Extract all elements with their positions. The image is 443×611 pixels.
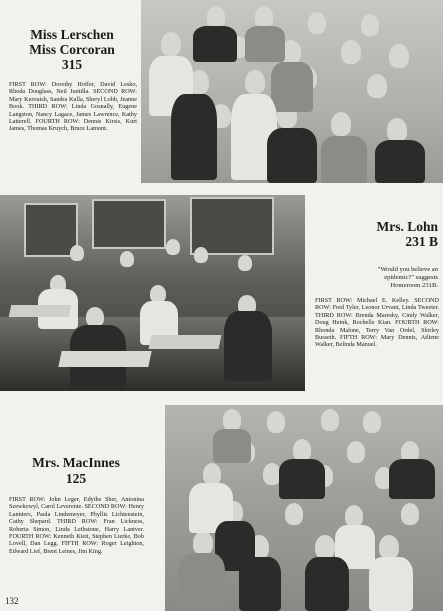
section3-caption: FIRST ROW: John Leger, Edythe Sher, Antonina Szewkowyl, Carol Leverente. SECOND ROW: Henry Lanniers, Paula Lindemeyer, Phyllis Lichtenstein, Cathy Shepard. THIRD ROW: Fran Lickness, Roberta Simon, Linda Leibstone, Harry Lantver. FOURTH ROW: Kenneth Kieit, Stephen Lierke, Bob Lovell, Dan Legg. FIFTH ROW: Roger Leighton, Edward Lief, Brent Leines, Jim King. (9, 496, 144, 555)
section2-quote-line-3: Homeroom 231B. (390, 282, 438, 289)
section3-teacher: Mrs. MacInnes (32, 455, 120, 470)
section2-room: 231 B (405, 234, 438, 249)
page-number: 132 (5, 596, 19, 606)
section3-room: 125 (65, 471, 87, 486)
section2-quote-line-2: epidemic?" suggests (384, 274, 438, 281)
section2-quote-line-1: "Would you believe an (377, 266, 438, 273)
section1-teacher-1: Miss Lerschen (30, 27, 114, 42)
section1-teacher-2: Miss Corcoran (29, 42, 115, 57)
section2-teacher: Mrs. Lohn (376, 219, 438, 234)
section1-room: 315 (61, 57, 83, 72)
section2-caption: FIRST ROW: Michael E. Kelley. SECOND ROW: Fred Tyler, Leonor Urvant, Linda Tweeter. THIRD ROW: Brenda Maresky, Cindy Walker, Doug Heink, Rochelle Kian. FOURTH ROW: Rhonda Malone, Terry Van Ordel, Shirley Busseth. FIFTH ROW: Mary Dennis, Atliene Walker, Belinda Manuel. (315, 297, 439, 349)
section1-caption: FIRST ROW: Dorothy Hoffer, David Lesko, Rhoda Douglass, Neil Juntilla. SECOND ROW: Mary Kerouish, Sandra Kulla, Sheryl Lobb, Jeanne Book. THIRD ROW: Linda Gosnally, Eugene Langston, Nancy Lagace, James Lawrence, Kathy Latterell. FOURTH ROW: Dennis Kirsis, Kurt James, Thomas Kruych, Bruce Lamont. (9, 81, 137, 133)
section2-classroom-photo (0, 195, 305, 391)
section1-class-photo (141, 0, 443, 183)
section3-class-photo (165, 405, 443, 611)
